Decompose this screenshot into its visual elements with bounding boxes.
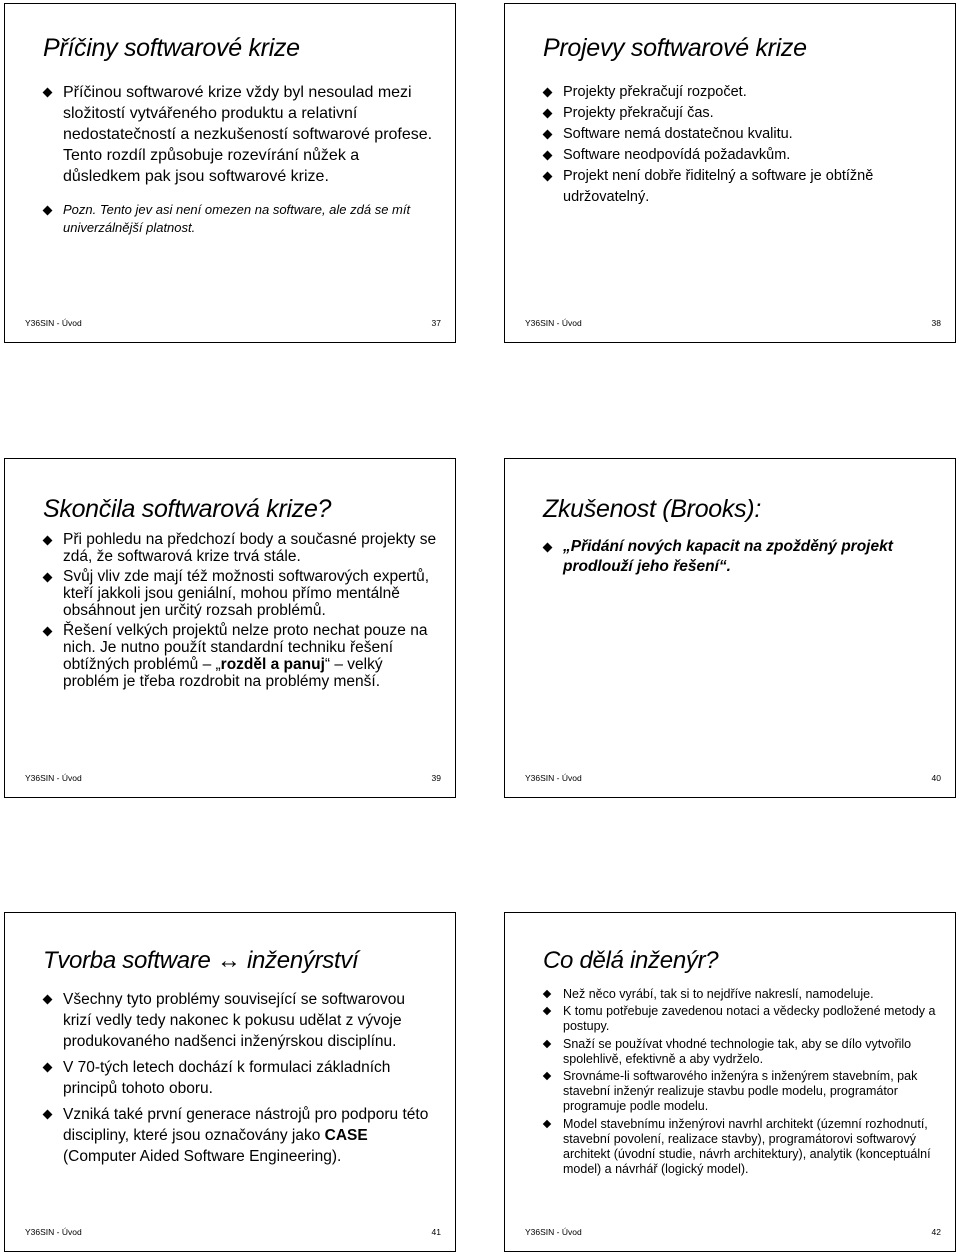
quote-text: „Přidání nových kapacit na zpožděný projekt prodlouží jeho řešení“. <box>563 538 893 575</box>
note-item <box>43 201 437 237</box>
bullet-text-post: (Computer Aided Software Engineering). <box>63 1148 342 1165</box>
bullet-text: K tomu potřebuje zavedenou notaci a vědecky podložené metody a postupy. <box>563 1004 936 1034</box>
bullet-text: Svůj vliv zde mají též možnosti softwarových expertů, kteří jakkoli jsou geniální, mohou přímo mentálně obsáhnout jen určitý rozsah problémů. <box>63 568 430 619</box>
bullet-item <box>543 1004 937 1034</box>
slide-title: Zkušenost (Brooks): <box>543 495 761 523</box>
footer-label: Y36SIN - Úvod <box>25 1227 82 1237</box>
note-text: Pozn. Tento jev asi není omezen na software, ale zdá se mít univerzálnější platnost. <box>63 202 411 235</box>
bullet-text: Software neodpovídá požadavkům. <box>563 147 791 163</box>
slide-title: Co dělá inženýr? <box>543 947 719 974</box>
slide-body <box>43 989 437 1172</box>
slide-title: Skončila softwarová krize? <box>43 495 332 523</box>
bullet-item <box>43 568 437 619</box>
slide-body <box>543 82 937 208</box>
bullet-text-bold: CASE <box>324 1127 368 1144</box>
bullet-text-pre: Vzniká také první generace nástrojů pro podporu této discipliny, které jsou označovány jako <box>63 1106 429 1144</box>
slide-41 <box>4 912 456 1252</box>
bullet-item <box>543 1117 937 1178</box>
bullet-item <box>43 82 437 187</box>
bullet-text: Příčinou softwarové krize vždy byl nesoulad mezi složitostí vytvářeného produktu a relativní nedostatečností a nezkušeností softwarové profese. Tento rozdíl způsobuje rozevírání nůžek a důsledkem pak jsou softwarové krize. <box>63 84 433 185</box>
slide-body <box>43 531 437 693</box>
page-number: 41 <box>431 1227 441 1237</box>
slide-body <box>543 987 937 1179</box>
slide-42 <box>504 912 956 1252</box>
page-number: 37 <box>431 318 441 328</box>
bullet-item <box>543 82 937 103</box>
slide-title: Tvorba software ↔ inženýrství <box>43 947 359 974</box>
footer-label: Y36SIN - Úvod <box>525 318 582 328</box>
page-number: 42 <box>931 1227 941 1237</box>
bullet-item <box>43 531 437 565</box>
bullet-text: V 70-tých letech dochází k formulaci základních principů tohoto oboru. <box>63 1059 391 1097</box>
page-number: 39 <box>431 773 441 783</box>
slide-body <box>543 537 937 577</box>
bullet-item <box>543 124 937 145</box>
bullet-text: Software nemá dostatečnou kvalitu. <box>563 126 793 142</box>
slide-38 <box>504 3 956 343</box>
bullet-text: Při pohledu na předchozí body a současné projekty se zdá, že softwarová krize trvá stále. <box>63 531 437 565</box>
slide-37 <box>4 3 456 343</box>
bullet-item <box>43 1104 437 1167</box>
bullet-item <box>543 987 937 1002</box>
bullet-item <box>43 989 437 1052</box>
slide-title: Projevy softwarové krize <box>543 34 807 62</box>
bullet-text-pre: Řešení velkých projektů nelze proto nechat pouze na nich. Je nutno použít standardní techniku řešení obtížných problémů – „ <box>63 622 428 673</box>
bullet-item <box>543 537 937 577</box>
footer-label: Y36SIN - Úvod <box>25 318 82 328</box>
slide-40 <box>504 458 956 798</box>
page-number: 40 <box>931 773 941 783</box>
footer-label: Y36SIN - Úvod <box>525 773 582 783</box>
footer-label: Y36SIN - Úvod <box>525 1227 582 1237</box>
bullet-text-bold: rozděl a panuj <box>220 656 325 673</box>
bullet-item <box>543 1069 937 1115</box>
bullet-item <box>43 622 437 690</box>
bullet-text: Všechny tyto problémy související se softwarovou krizí vedly tedy nakonec k pokusu udělat z vývoje produkovaného nadšenci inženýrskou disciplínu. <box>63 991 406 1050</box>
bullet-text: Model stavebnímu inženýrovi navrhl architekt (územní rozhodnutí, stavební povolení, realizace stavby), programátorovi softwarový architekt (úvodní studie, návrh architektury), analytik (konceptuální model) a návrhář (logický model). <box>563 1116 931 1177</box>
slide-title: Příčiny softwarové krize <box>43 34 300 62</box>
slide-39 <box>4 458 456 798</box>
bullet-text-post: “ – velký problém je třeba rozdrobit na problémy menší. <box>63 656 383 690</box>
bullet-text: Srovnáme-li softwarového inženýra s inženýrem stavebním, pak stavební inženýr realizuje stavbu podle modelu, programátor programuje podle modelu. <box>563 1069 918 1114</box>
page-number: 38 <box>931 318 941 328</box>
bullet-text: Projekty překračují čas. <box>563 105 714 121</box>
bullet-text: Než něco vyrábí, tak si to nejdříve nakreslí, namodeluje. <box>563 987 874 1001</box>
bullet-text: Snaží se používat vhodné technologie tak, aby se dílo vytvořilo spolehlivě, efektivně a aby vydrželo. <box>563 1036 912 1066</box>
bullet-item <box>43 1057 437 1099</box>
bullet-text: Projekty překračují rozpočet. <box>563 84 747 100</box>
footer-label: Y36SIN - Úvod <box>25 773 82 783</box>
bullet-item <box>543 1037 937 1067</box>
bullet-item <box>543 103 937 124</box>
bullet-item <box>543 166 937 208</box>
bullet-text: Projekt není dobře řiditelný a software je obtížně udržovatelný. <box>563 168 874 205</box>
slide-body <box>43 82 437 237</box>
bullet-item <box>543 145 937 166</box>
